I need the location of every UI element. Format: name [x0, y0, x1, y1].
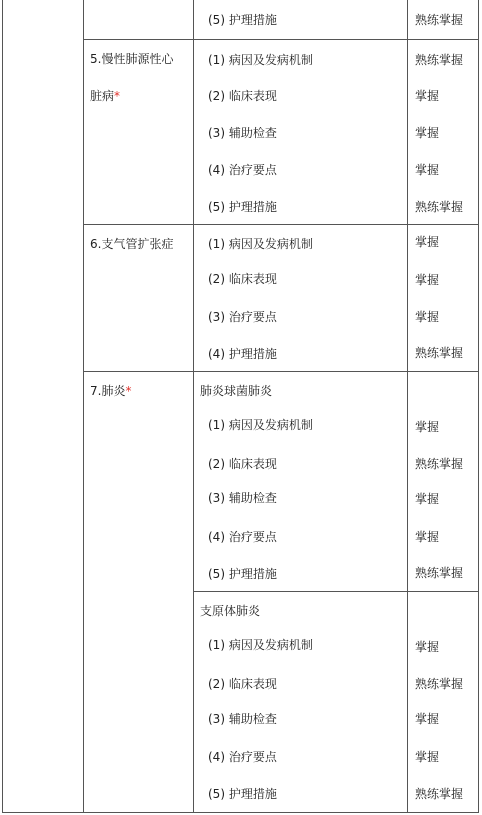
- level-text: 熟练掌握: [415, 346, 464, 360]
- item-text: (2) 临床表现: [208, 677, 277, 691]
- item-text: (1) 病因及发病机制: [208, 237, 313, 251]
- item-text: (4) 治疗要点: [208, 750, 277, 764]
- level-text: 熟练掌握: [415, 457, 464, 471]
- item-text: (5) 护理措施: [208, 200, 277, 214]
- item-text: (5) 护理措施: [208, 787, 277, 801]
- level-text: 掌握: [415, 492, 440, 506]
- row-divider: [193, 591, 479, 592]
- subtype-title: 支原体肺炎: [200, 604, 261, 618]
- item-text: (5) 护理措施: [208, 13, 277, 27]
- level-text: 掌握: [415, 420, 440, 434]
- level-text: 掌握: [415, 273, 440, 287]
- level-text: 掌握: [415, 126, 440, 140]
- disease-name: 5.慢性肺源性心: [90, 52, 174, 66]
- item-text: (3) 辅助检查: [208, 712, 277, 726]
- level-text: 掌握: [415, 750, 440, 764]
- level-text: 掌握: [415, 530, 440, 544]
- disease-name: 6.支气管扩张症: [90, 237, 174, 251]
- level-text: 熟练掌握: [415, 200, 464, 214]
- item-text: (3) 辅助检查: [208, 491, 277, 505]
- item-text: (4) 护理措施: [208, 347, 277, 361]
- row-divider: [83, 371, 479, 372]
- item-text: (3) 辅助检查: [208, 126, 277, 140]
- border-col1: [83, 0, 84, 813]
- item-text: (5) 护理措施: [208, 567, 277, 581]
- border-right: [478, 0, 479, 813]
- disease-name-cont: 脏病*: [90, 89, 121, 103]
- item-text: (1) 病因及发病机制: [208, 53, 313, 67]
- item-text: (2) 临床表现: [208, 89, 277, 103]
- level-text: 掌握: [415, 89, 440, 103]
- border-col3: [407, 0, 408, 813]
- level-text: 熟练掌握: [415, 787, 464, 801]
- item-text: (3) 治疗要点: [208, 310, 277, 324]
- item-text: (4) 治疗要点: [208, 163, 277, 177]
- border-left: [2, 0, 3, 813]
- item-text: (4) 治疗要点: [208, 530, 277, 544]
- row-divider: [83, 224, 479, 225]
- key-star-icon: *: [114, 89, 121, 103]
- border-col2: [193, 0, 194, 813]
- subtype-title: 肺炎球菌肺炎: [200, 384, 273, 398]
- key-star-icon: *: [125, 384, 132, 398]
- item-text: (1) 病因及发病机制: [208, 638, 313, 652]
- item-text: (1) 病因及发病机制: [208, 418, 313, 432]
- level-text: 熟练掌握: [415, 13, 464, 27]
- item-text: (2) 临床表现: [208, 272, 277, 286]
- level-text: 掌握: [415, 163, 440, 177]
- level-text: 熟练掌握: [415, 677, 464, 691]
- item-text: (2) 临床表现: [208, 457, 277, 471]
- level-text: 掌握: [415, 235, 440, 249]
- level-text: 熟练掌握: [415, 53, 464, 67]
- level-text: 掌握: [415, 310, 440, 324]
- disease-name: 7.肺炎*: [90, 384, 132, 398]
- level-text: 掌握: [415, 712, 440, 726]
- level-text: 掌握: [415, 640, 440, 654]
- level-text: 熟练掌握: [415, 566, 464, 580]
- row-divider: [83, 39, 479, 40]
- border-bottom: [2, 812, 479, 813]
